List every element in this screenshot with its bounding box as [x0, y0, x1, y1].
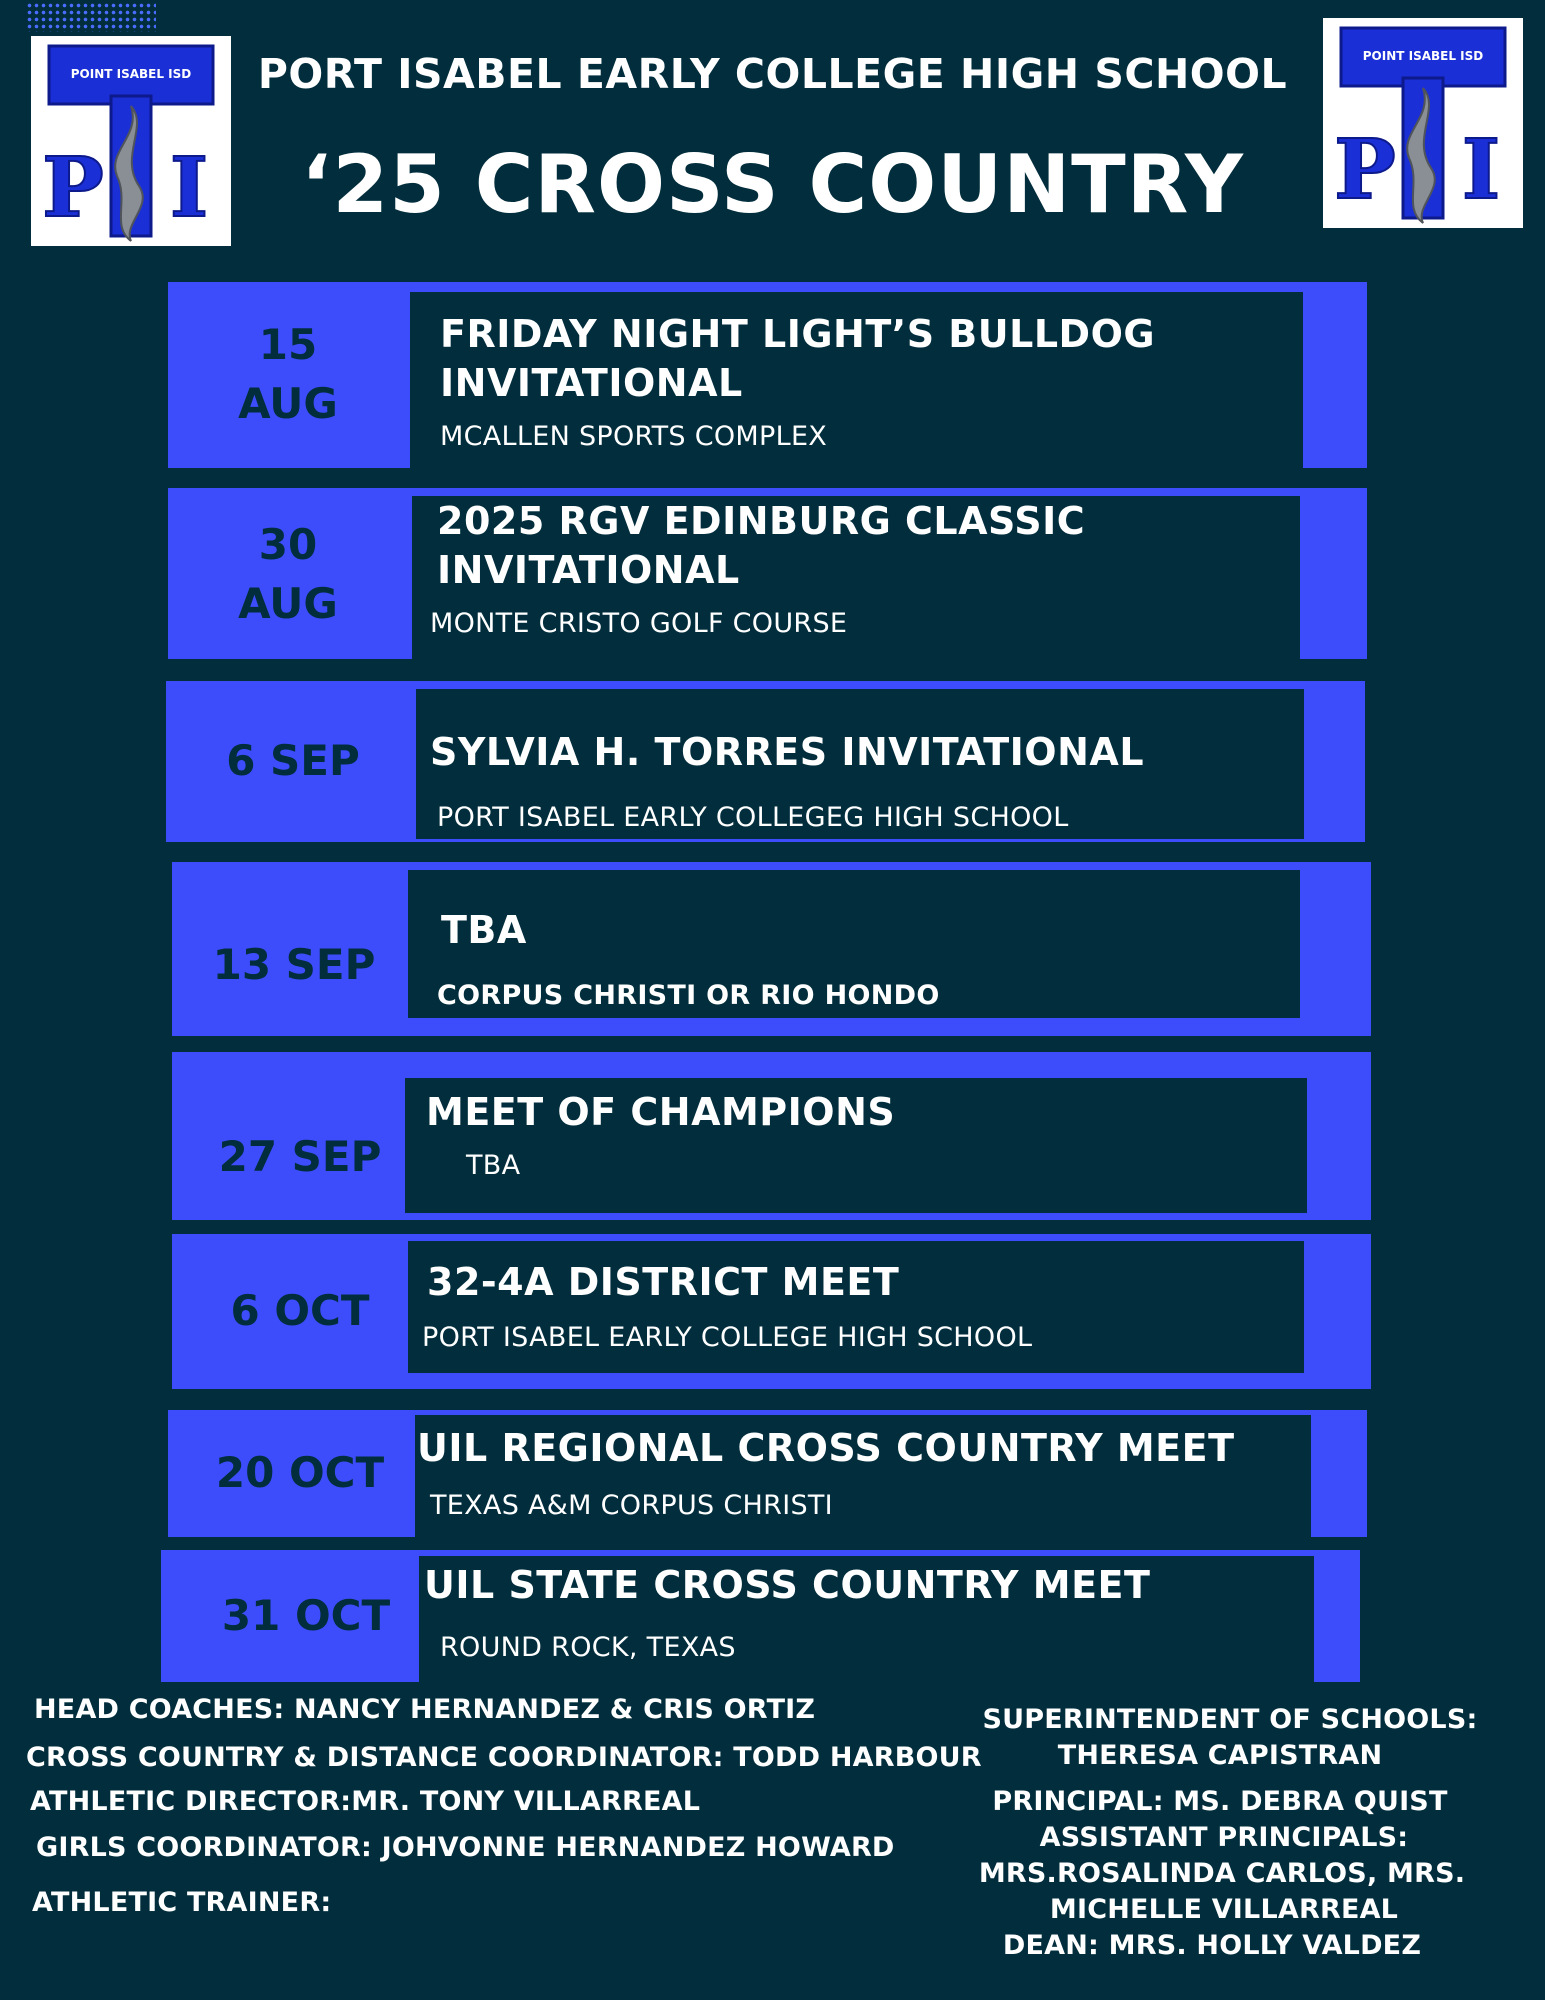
staff-dean: DEAN: MRS. HOLLY VALDEZ [1002, 1930, 1422, 1961]
event-location: MONTE CRISTO GOLF COURSE [430, 608, 848, 639]
staff-athletic-trainer: ATHLETIC TRAINER: [32, 1887, 332, 1918]
staff-assistant-principals-names: MICHELLE VILLARREAL [1049, 1894, 1399, 1925]
event-title: UIL REGIONAL CROSS COUNTRY MEET [417, 1426, 1235, 1470]
event-title: MEET OF CHAMPIONS [426, 1090, 896, 1134]
event-date: 13 SEP [212, 939, 376, 989]
event-location: TBA [466, 1150, 521, 1181]
staff-superintendent-name: THERESA CAPISTRAN [1057, 1740, 1383, 1771]
staff-assistant-principals-names: MRS.ROSALINDA CARLOS, MRS. [978, 1858, 1466, 1889]
event-date: 20 OCT [215, 1448, 385, 1498]
logo-letter-i: I [169, 140, 209, 236]
event-title: TBA [441, 908, 527, 952]
event-date: 27 SEP [218, 1132, 382, 1182]
decorative-dot-pattern [26, 2, 156, 32]
staff-distance-coordinator: CROSS COUNTRY & DISTANCE COORDINATOR: TODD HARBOUR [26, 1742, 982, 1773]
event-date: 6 SEP [226, 736, 360, 786]
event-location: CORPUS CHRISTI OR RIO HONDO [437, 980, 940, 1011]
event-title: FRIDAY NIGHT LIGHT’S BULLDOG INVITATIONAL [440, 312, 1156, 406]
staff-athletic-director: ATHLETIC DIRECTOR:MR. TONY VILLARREAL [30, 1786, 701, 1817]
staff-head-coaches: HEAD COACHES: NANCY HERNANDEZ & CRIS ORTIZ [34, 1694, 816, 1725]
event-title: 2025 RGV EDINBURG CLASSIC INVITATIONAL [437, 499, 1086, 593]
logo-district-text: POINT ISABEL ISD [70, 67, 192, 81]
logo-letter-i: I [1461, 122, 1501, 218]
event-location: PORT ISABEL EARLY COLLEGE HIGH SCHOOL [422, 1322, 1033, 1353]
event-location: TEXAS A&M CORPUS CHRISTI [430, 1490, 833, 1521]
event-location: ROUND ROCK, TEXAS [440, 1632, 736, 1663]
logo-letter-p: P [1334, 122, 1396, 218]
logo-district-text: POINT ISABEL ISD [1362, 49, 1484, 63]
staff-superintendent-title: SUPERINTENDENT OF SCHOOLS: [982, 1704, 1478, 1735]
staff-principal: PRINCIPAL: MS. DEBRA QUIST [992, 1786, 1448, 1817]
event-title: 32-4A DISTRICT MEET [427, 1260, 900, 1304]
school-name-heading: PORT ISABEL EARLY COLLEGE HIGH SCHOOL [257, 50, 1288, 98]
page-title: ‘25 CROSS COUNTRY [301, 138, 1244, 231]
event-date: 15 AUG [238, 320, 338, 428]
staff-girls-coordinator: GIRLS COORDINATOR: JOHVONNE HERNANDEZ HOWARD [36, 1832, 895, 1863]
event-date: 6 OCT [230, 1286, 370, 1336]
event-date: 31 OCT [221, 1590, 391, 1640]
event-title: UIL STATE CROSS COUNTRY MEET [424, 1563, 1151, 1607]
event-location: PORT ISABEL EARLY COLLEGEG HIGH SCHOOL [437, 802, 1069, 833]
event-title: SYLVIA H. TORRES INVITATIONAL [430, 730, 1145, 774]
event-location: MCALLEN SPORTS COMPLEX [440, 421, 828, 452]
staff-assistant-principals-title: ASSISTANT PRINCIPALS: [1039, 1822, 1409, 1853]
event-date: 30 AUG [238, 520, 338, 628]
logo-letter-p: P [42, 140, 104, 236]
